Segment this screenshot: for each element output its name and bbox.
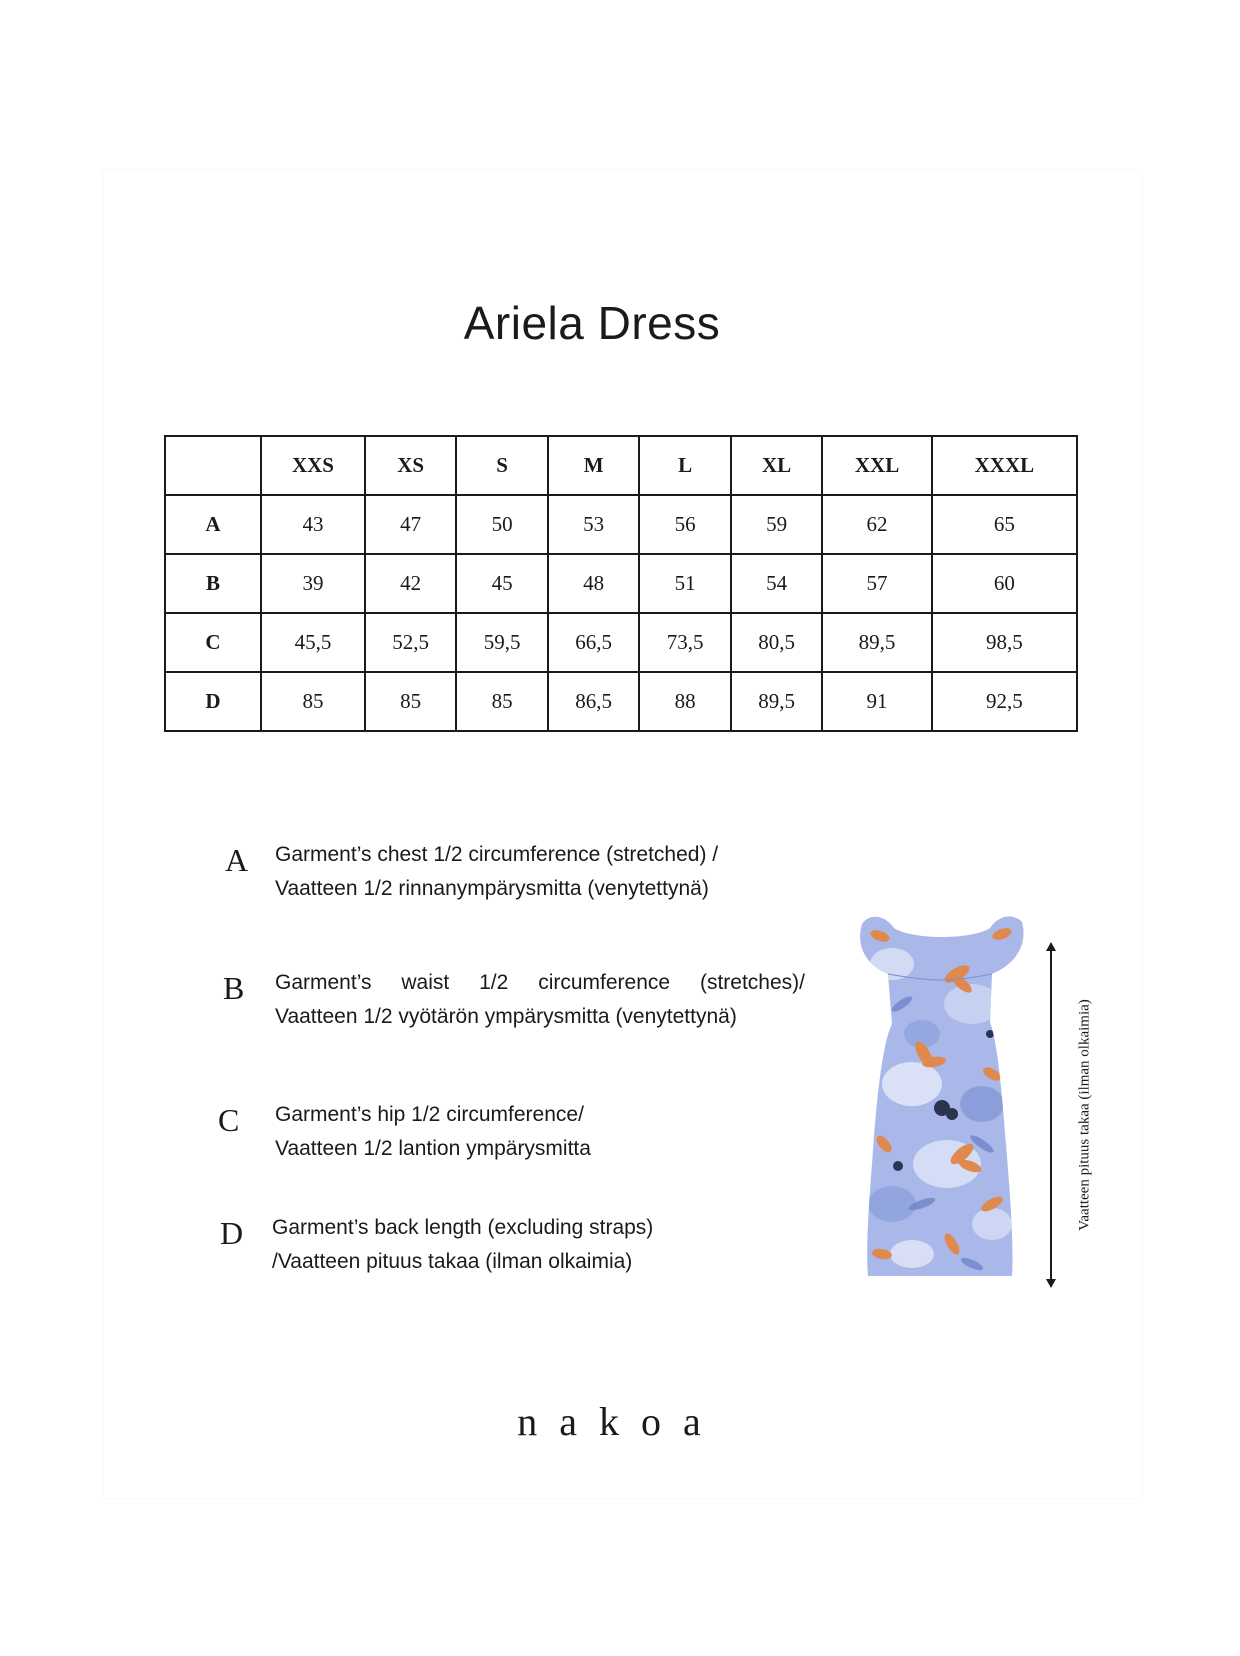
row-label: B <box>165 554 261 613</box>
legend-line-en: Garment’s hip 1/2 circumference/ <box>275 1103 584 1126</box>
table-cell: 60 <box>932 554 1077 613</box>
brand-logo: nakoa <box>517 1399 723 1444</box>
length-arrow-icon <box>1044 942 1058 1288</box>
table-cell: 48 <box>548 554 639 613</box>
table-header-cell: XXS <box>261 436 365 495</box>
table-header-cell <box>165 436 261 495</box>
table-cell: 80,5 <box>731 613 822 672</box>
row-label: D <box>165 672 261 731</box>
table-cell: 62 <box>822 495 931 554</box>
legend-item-b <box>223 970 803 1050</box>
table-cell: 52,5 <box>365 613 456 672</box>
table-header-cell: M <box>548 436 639 495</box>
table-row <box>165 613 1077 672</box>
table-row <box>165 495 1077 554</box>
table-cell: 59,5 <box>456 613 547 672</box>
table-cell: 98,5 <box>932 613 1077 672</box>
legend-letter: B <box>223 970 245 1006</box>
legend-letter: C <box>218 1102 240 1138</box>
legend-line-fi: /Vaatteen pituus takaa (ilman olkaimia) <box>272 1250 633 1273</box>
page-title: Ariela Dress <box>463 297 721 349</box>
table-cell: 85 <box>456 672 547 731</box>
row-label: C <box>165 613 261 672</box>
table-cell: 91 <box>822 672 931 731</box>
legend-description <box>272 1211 653 1279</box>
legend-line-fi: Vaatteen 1/2 vyötärön ympärysmitta (venytettynä) <box>275 1005 737 1028</box>
legend-line-en: Garment’s back length (excluding straps) <box>272 1216 654 1239</box>
legend-item-c <box>218 1102 778 1182</box>
table-header-cell: L <box>639 436 730 495</box>
table-header-cell: S <box>456 436 547 495</box>
table-cell: 53 <box>548 495 639 554</box>
table-cell: 39 <box>261 554 365 613</box>
legend-description <box>275 1098 591 1166</box>
table-cell: 89,5 <box>822 613 931 672</box>
table-cell: 92,5 <box>932 672 1077 731</box>
legend-line-fi: Vaatteen 1/2 lantion ympärysmitta <box>275 1137 591 1160</box>
table-header-cell: XXL <box>822 436 931 495</box>
table-cell: 85 <box>365 672 456 731</box>
table-cell: 47 <box>365 495 456 554</box>
legend-item-d <box>220 1215 780 1295</box>
legend-description <box>275 966 805 1034</box>
table-cell: 54 <box>731 554 822 613</box>
legend-letter: A <box>225 842 249 878</box>
legend-line-en: Garment’s chest 1/2 circumference (stretched) / <box>275 843 719 866</box>
size-table <box>164 435 1078 732</box>
size-guide-card <box>104 170 1142 1498</box>
table-cell: 45,5 <box>261 613 365 672</box>
table-row <box>165 554 1077 613</box>
table-cell: 57 <box>822 554 931 613</box>
table-header-cell: XL <box>731 436 822 495</box>
table-cell: 86,5 <box>548 672 639 731</box>
legend-item-a <box>225 842 785 922</box>
table-row <box>165 672 1077 731</box>
table-cell: 50 <box>456 495 547 554</box>
table-cell: 85 <box>261 672 365 731</box>
table-cell: 88 <box>639 672 730 731</box>
legend-letter: D <box>220 1215 244 1251</box>
dress-illustration <box>852 904 1032 1284</box>
dress-length-label: Vaatteen pituus takaa (ilman olkaimia) <box>1076 999 1093 1231</box>
legend-line-fi: Vaatteen 1/2 rinnanympärysmitta (venytettynä) <box>275 877 709 900</box>
table-cell: 59 <box>731 495 822 554</box>
table-cell: 65 <box>932 495 1077 554</box>
table-cell: 42 <box>365 554 456 613</box>
table-header-row <box>165 436 1077 495</box>
table-header-cell: XXXL <box>932 436 1077 495</box>
table-cell: 43 <box>261 495 365 554</box>
table-cell: 73,5 <box>639 613 730 672</box>
table-cell: 45 <box>456 554 547 613</box>
table-cell: 66,5 <box>548 613 639 672</box>
table-cell: 51 <box>639 554 730 613</box>
table-header-cell: XS <box>365 436 456 495</box>
legend-description <box>275 838 718 906</box>
table-cell: 56 <box>639 495 730 554</box>
row-label: A <box>165 495 261 554</box>
legend-line-en: Garment’s waist 1/2 circumference (stretches)/ <box>275 971 805 994</box>
table-cell: 89,5 <box>731 672 822 731</box>
